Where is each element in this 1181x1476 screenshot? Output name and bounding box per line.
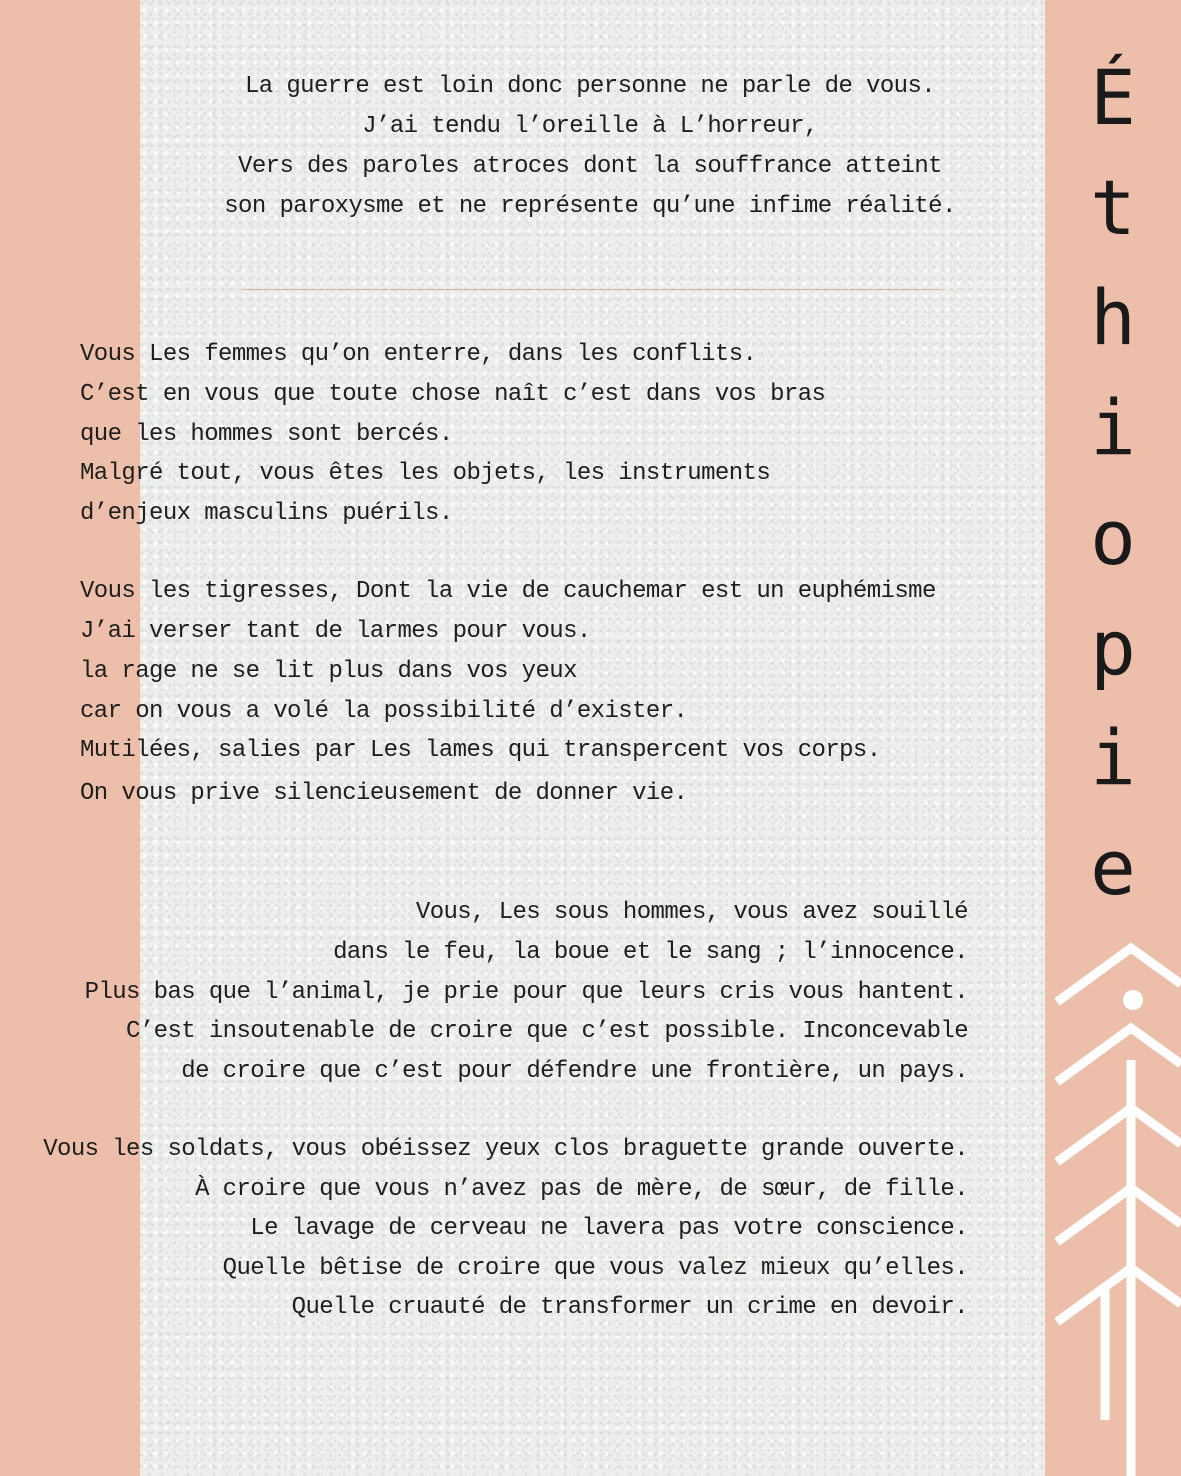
stanza-line: Vous, Les sous hommes, vous avez souillé	[415, 899, 968, 926]
stanza-line: Malgré tout, vous êtes les objets, les instruments	[80, 460, 771, 487]
stanza-line: Le lavage de cerveau ne lavera pas votre conscience.	[250, 1215, 968, 1242]
title-letter: t	[1090, 163, 1136, 252]
stanza-line: À croire que vous n’avez pas de mère, de sœur, de fille.	[195, 1176, 968, 1203]
stanza-line: La guerre est loin donc personne ne parle de vous.	[244, 73, 936, 100]
divider-line	[243, 289, 941, 290]
stanza-line: Quelle cruauté de transformer un crime en devoir.	[291, 1294, 968, 1321]
stanza-line: d’enjeux masculins puérils.	[80, 500, 453, 527]
title-letter: e	[1090, 823, 1136, 912]
title-letter: i	[1090, 713, 1136, 802]
stanza-line: J’ai verser tant de larmes pour vous.	[80, 618, 591, 645]
stanza-line: C’est insoutenable de croire que c’est possible. Inconcevable	[126, 1018, 968, 1045]
stanza-line: son paroxysme et ne représente qu’une infime réalité.	[224, 193, 956, 220]
stanza-line: Quelle bêtise de croire que vous valez mieux qu’elles.	[222, 1255, 968, 1282]
title-letter: o	[1090, 493, 1136, 582]
title-letter: p	[1090, 603, 1136, 692]
stanza-line: Vous Les femmes qu’on enterre, dans les conflits.	[80, 341, 757, 368]
stanza-line: Plus bas que l’animal, je prie pour que leurs cris vous hantent.	[84, 979, 968, 1006]
stanza-line: C’est en vous que toute chose naît c’est dans vos bras	[80, 381, 826, 408]
stanza-line: la rage ne se lit plus dans vos yeux	[80, 658, 577, 685]
stanza-line: Vous les soldats, vous obéissez yeux clos braguette grande ouverte.	[43, 1136, 968, 1163]
stanza-line: car on vous a volé la possibilité d’exister.	[80, 698, 688, 725]
stanza-line: Mutilées, salies par Les lames qui transpercent vos corps.	[80, 737, 881, 764]
stanza-line: On vous prive silencieusement de donner vie.	[80, 780, 688, 807]
stanza-line: Vous les tigresses, Dont la vie de cauchemar est un euphémisme	[80, 578, 936, 605]
stanza-line: dans le feu, la boue et le sang ; l’innocence.	[333, 939, 968, 966]
stanza-line: J’ai tendu l’oreille à L’horreur,	[362, 113, 818, 140]
feather-icon	[1055, 940, 1181, 1476]
stanza-line: Vers des paroles atroces dont la souffrance atteint	[238, 153, 942, 180]
title-letter: h	[1090, 273, 1136, 362]
stanza-line: de croire que c’est pour défendre une frontière, un pays.	[181, 1058, 968, 1085]
stanza-line: que les hommes sont bercés.	[80, 421, 453, 448]
title-letter: É	[1090, 53, 1136, 142]
title-letter: i	[1090, 383, 1136, 472]
